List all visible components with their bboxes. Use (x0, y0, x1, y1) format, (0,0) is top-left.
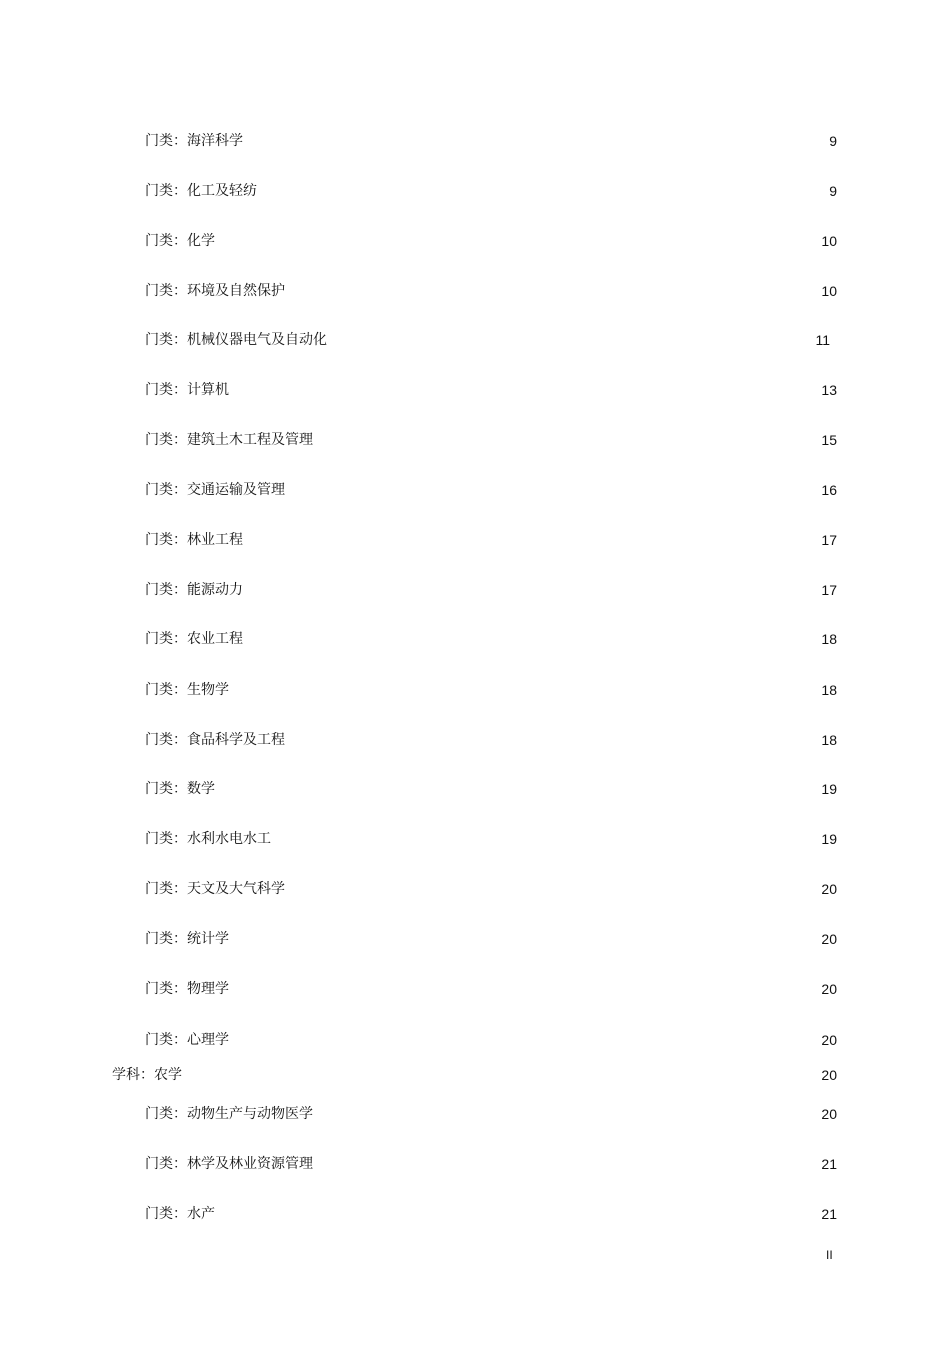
dot-leader (299, 280, 811, 302)
toc-entry-label: 门类：数学 (145, 781, 215, 797)
dot-leader (229, 778, 811, 800)
toc-entry[interactable] (145, 828, 837, 850)
dot-leader (299, 479, 811, 501)
toc-entry[interactable] (145, 230, 837, 252)
toc-entry[interactable] (145, 679, 837, 701)
toc-entry-label: 门类：统计学 (145, 931, 229, 947)
toc-entry[interactable] (145, 1029, 837, 1051)
dot-leader (243, 379, 811, 401)
dot-leader (243, 679, 811, 701)
toc-entry-label: 门类：食品科学及工程 (145, 732, 285, 748)
toc-entry[interactable] (145, 778, 837, 800)
toc-entry[interactable] (145, 978, 837, 1000)
toc-entry[interactable] (145, 379, 837, 401)
toc-entry[interactable] (145, 429, 837, 451)
dot-leader (271, 180, 811, 202)
toc-entry[interactable] (145, 1103, 837, 1125)
dot-leader (299, 729, 811, 751)
dot-leader (341, 329, 804, 351)
dot-leader (327, 429, 811, 451)
toc-entry-label: 门类：动物生产与动物医学 (145, 1106, 313, 1122)
toc-entry[interactable] (145, 729, 837, 751)
toc-entry-page: 21 (821, 1156, 837, 1172)
toc-entry-label: 门类：建筑土木工程及管理 (145, 432, 313, 448)
toc-section-entry[interactable] (112, 1064, 837, 1086)
page-number: II (826, 1248, 833, 1262)
toc-entry-page: 9 (829, 183, 837, 199)
toc-entry-page: 20 (821, 981, 837, 997)
toc-entry-label: 门类：交通运输及管理 (145, 482, 285, 498)
dot-leader (243, 978, 811, 1000)
dot-leader (243, 1029, 811, 1051)
toc-entry-page: 11 (815, 332, 830, 348)
toc-entry-page: 18 (821, 732, 837, 748)
toc-entry[interactable] (145, 280, 837, 302)
dot-leader (229, 230, 811, 252)
toc-section-label: 学科：农学 (112, 1067, 182, 1083)
toc-entry-page: 17 (821, 532, 837, 548)
toc-entry-label: 门类：能源动力 (145, 582, 243, 598)
dot-leader (257, 529, 811, 551)
toc-entry[interactable] (145, 579, 837, 601)
dot-leader (243, 928, 811, 950)
toc-entry[interactable] (145, 130, 837, 152)
toc-entry-page: 19 (821, 781, 837, 797)
dot-leader (257, 628, 811, 650)
dot-leader (327, 1103, 811, 1125)
toc-entry-page: 10 (821, 283, 837, 299)
toc-entry-page: 20 (821, 1106, 837, 1122)
toc-entry-label: 门类：环境及自然保护 (145, 283, 285, 299)
toc-entry[interactable] (145, 479, 837, 501)
toc-entry-label: 门类：化工及轻纺 (145, 183, 257, 199)
toc-entry-label: 门类：海洋科学 (145, 133, 243, 149)
toc-entry-label: 门类：林业工程 (145, 532, 243, 548)
toc-entry-page: 15 (821, 432, 837, 448)
toc-entry-page: 9 (829, 133, 837, 149)
toc-entry-page: 13 (821, 382, 837, 398)
toc-entry-page: 17 (821, 582, 837, 598)
toc-entry-label: 门类：水利水电水工 (145, 831, 271, 847)
toc-entry-label: 门类：计算机 (145, 382, 229, 398)
dot-leader (196, 1064, 811, 1086)
toc-entry-page: 19 (821, 831, 837, 847)
toc-entry-page: 20 (821, 881, 837, 897)
toc-entry-page: 16 (821, 482, 837, 498)
toc-entry[interactable] (145, 529, 837, 551)
toc-entry-page: 20 (821, 1067, 837, 1083)
dot-leader (257, 579, 811, 601)
toc-entry-label: 门类：生物学 (145, 682, 229, 698)
toc-entry-label: 门类：化学 (145, 233, 215, 249)
toc-entry[interactable] (145, 628, 837, 650)
toc-entry-page: 20 (821, 931, 837, 947)
dot-leader (229, 1203, 811, 1225)
toc-entry-label: 门类：水产 (145, 1206, 215, 1222)
dot-leader (257, 130, 811, 152)
toc-entry-label: 门类：物理学 (145, 981, 229, 997)
dot-leader (327, 1153, 811, 1175)
toc-entry[interactable] (145, 928, 837, 950)
dot-leader (285, 828, 811, 850)
toc-entry-page: 18 (821, 682, 837, 698)
toc-entry-label: 门类：天文及大气科学 (145, 881, 285, 897)
toc-entry-label: 门类：林学及林业资源管理 (145, 1156, 313, 1172)
toc-entry-page: 20 (821, 1032, 837, 1048)
toc-entry[interactable] (145, 878, 837, 900)
toc-entry-page: 18 (821, 631, 837, 647)
toc-entry-label: 门类：农业工程 (145, 631, 243, 647)
toc-entry[interactable] (145, 180, 837, 202)
dot-leader (299, 878, 811, 900)
toc-entry-label: 门类：机械仪器电气及自动化 (145, 332, 327, 348)
toc-entry-label: 门类：心理学 (145, 1032, 229, 1048)
toc-entry[interactable] (145, 1153, 837, 1175)
toc-entry-page: 21 (821, 1206, 837, 1222)
toc-entry[interactable] (145, 329, 830, 351)
toc-entry[interactable] (145, 1203, 837, 1225)
toc-entry-page: 10 (821, 233, 837, 249)
